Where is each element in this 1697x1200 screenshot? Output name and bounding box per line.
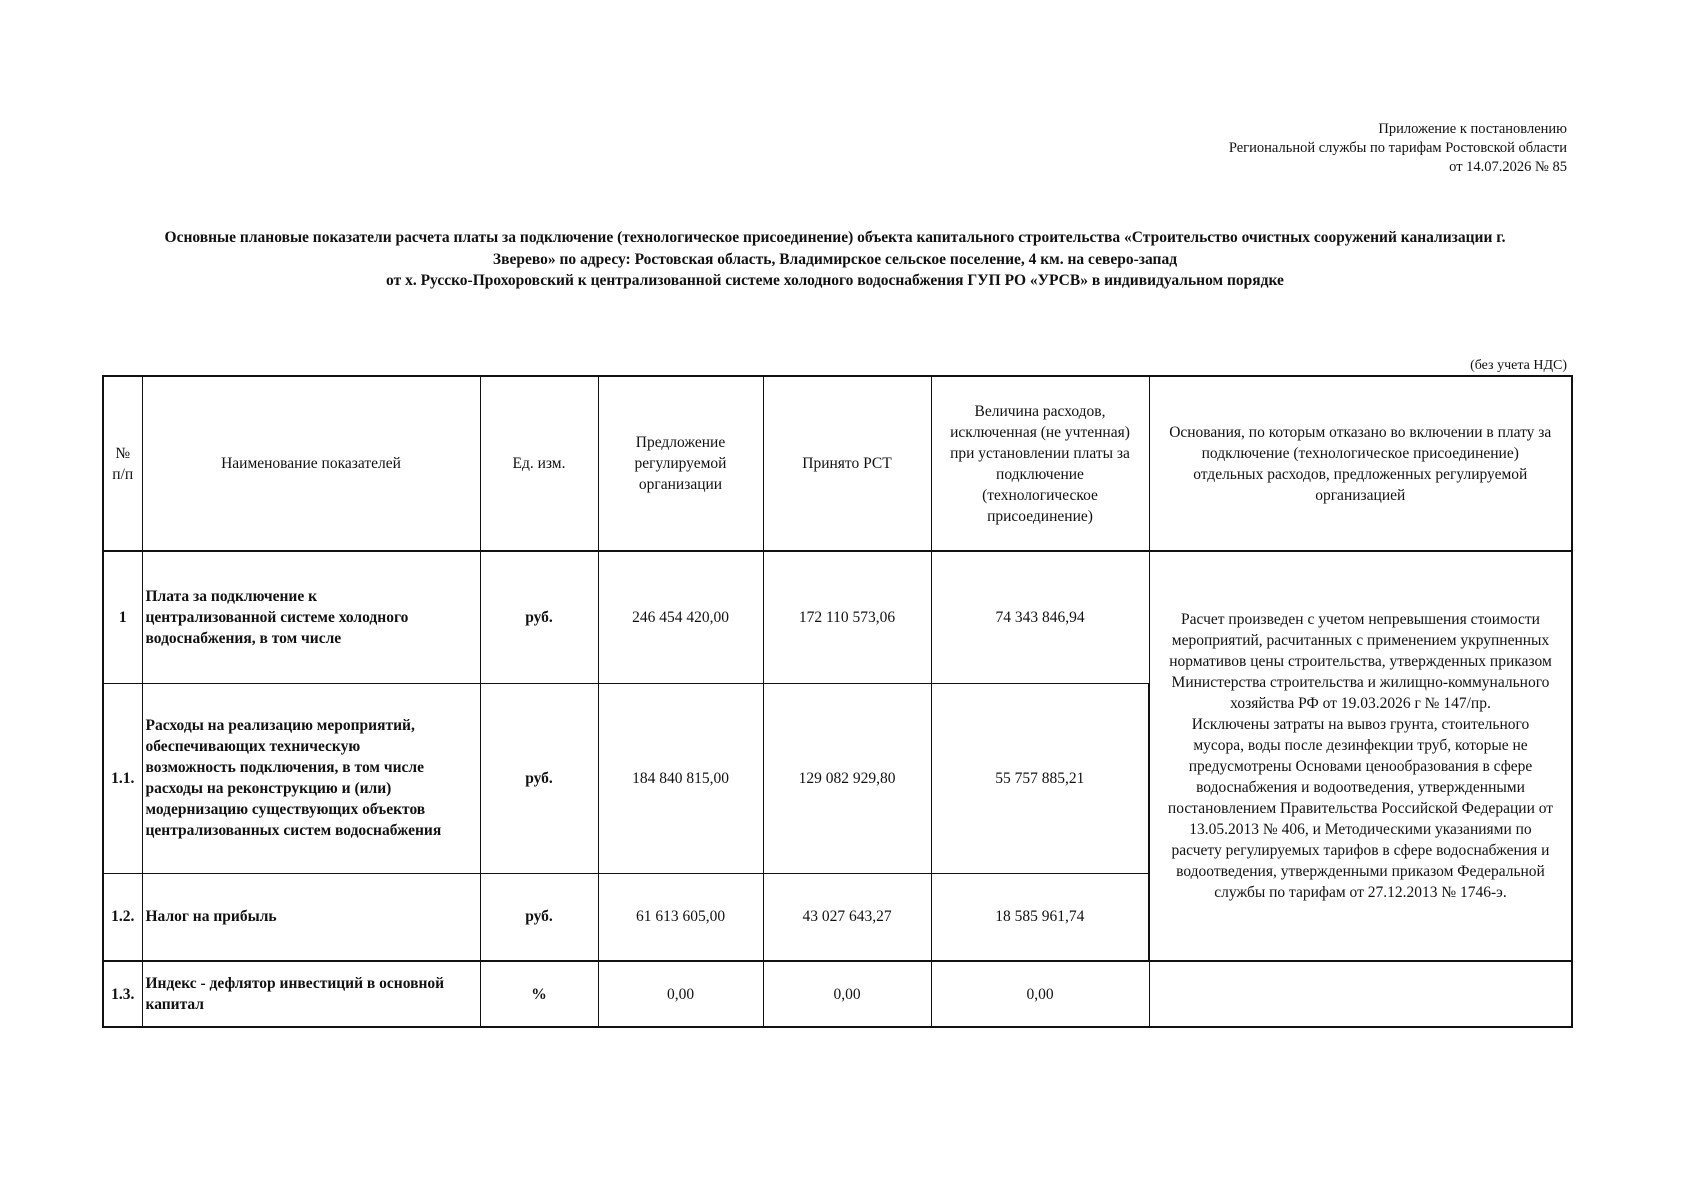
- row-name-line: капитал: [145, 996, 204, 1013]
- reasons-cell: [1149, 551, 1572, 961]
- row-num: 1: [103, 551, 142, 683]
- row-name-line: расходы на реконструкцию и (или): [145, 780, 392, 797]
- row-excluded: 0,00: [931, 961, 1149, 1027]
- row-name-line: водоснабжения, в том числе: [145, 629, 342, 647]
- header-reasons: [1149, 376, 1572, 551]
- row-accepted: 43 027 643,27: [763, 873, 931, 961]
- row-excluded: 74 343 846,94: [931, 551, 1149, 683]
- reason-line: расчету регулируемых тарифов в сфере водоснабжения и: [1171, 842, 1550, 859]
- header-text: Величина расходов,: [974, 402, 1106, 420]
- row-name-line: Плата за подключение к: [145, 587, 318, 605]
- title-line: Основные плановые показатели расчета платы за подключение (технологическое присоединение) объекта капитального строительства «Строительство очистных сооружений канализации г.: [164, 229, 1506, 246]
- reason-line: мусора, воды после дезинфекции труб, которые не: [1193, 737, 1528, 754]
- header-name: Наименование показателей: [142, 376, 480, 551]
- header-text: отдельных расходов, предложенных регулируемой: [1193, 465, 1528, 483]
- reason-line: Министерства строительства и жилищно-коммунального: [1171, 674, 1550, 691]
- row-name-line: Индекс - дефлятор инвестиций в основной: [145, 975, 445, 992]
- row-proposal: 0,00: [598, 961, 763, 1027]
- reason-line: водоотведения, утвержденными приказом Федеральной: [1176, 863, 1545, 880]
- header-text: организацией: [1315, 486, 1406, 504]
- header-text: подключение: [996, 465, 1084, 483]
- header-text: (технологическое: [982, 486, 1098, 504]
- row-accepted: 0,00: [763, 961, 931, 1027]
- row-name-line: Налог на прибыль: [145, 908, 277, 926]
- row-name-line: обеспечивающих техническую: [145, 738, 361, 755]
- header-num: [103, 376, 142, 551]
- header-text: исключенная (не учтенная): [950, 423, 1130, 441]
- table-header-row: [103, 376, 1572, 551]
- title-line: от х. Русско-Прохоровский к централизованной системе холодного водоснабжения ГУП РО «УРСВ» в индивидуальном порядке: [386, 272, 1284, 289]
- header-text: подключение (технологическое присоединение): [1201, 444, 1519, 462]
- row-unit: руб.: [480, 873, 598, 961]
- row-num: 1.2.: [103, 873, 142, 961]
- appendix-header: [1229, 120, 1567, 177]
- row-accepted: 129 082 929,80: [763, 683, 931, 873]
- table-row: [103, 961, 1572, 1027]
- document-title: [102, 227, 1568, 292]
- header-accepted: Принято РСТ: [763, 376, 931, 551]
- header-unit: Ед. изм.: [480, 376, 598, 551]
- row-unit: руб.: [480, 551, 598, 683]
- row-name: [142, 551, 480, 683]
- row-excluded: 18 585 961,74: [931, 873, 1149, 961]
- reason-line: мероприятий, расчитанных с применением укрупненных: [1171, 632, 1550, 649]
- row-num: 1.1.: [103, 683, 142, 873]
- row-proposal: 184 840 815,00: [598, 683, 763, 873]
- table-row: [103, 551, 1572, 683]
- reason-line: службы по тарифам от 27.12.2013 № 1746-э.: [1214, 884, 1507, 901]
- row-unit: %: [480, 961, 598, 1027]
- row-name-line: централизованных систем водоснабжения: [145, 822, 442, 839]
- row-accepted: 172 110 573,06: [763, 551, 931, 683]
- row-name: [142, 961, 480, 1027]
- appendix-line: от 14.07.2026 № 85: [1449, 159, 1567, 175]
- reason-line: Исключены затраты на вывоз грунта, стоительного: [1191, 716, 1530, 733]
- header-text: регулируемой: [634, 455, 727, 472]
- row-excluded: 55 757 885,21: [931, 683, 1149, 873]
- reason-line: Расчет произведен с учетом непревышения стоимости: [1181, 611, 1540, 628]
- reason-line: предусмотрены Основами ценообразования в сфере: [1188, 758, 1533, 775]
- header-proposal: [598, 376, 763, 551]
- appendix-line: Приложение к постановлению: [1378, 121, 1567, 137]
- title-line: Зверево» по адресу: Ростовская область, Владимирское сельское поселение, 4 км. на северо-запад: [492, 250, 1178, 268]
- header-text: организации: [638, 476, 723, 493]
- row-proposal: 246 454 420,00: [598, 551, 763, 683]
- reasons-cell-empty: [1149, 961, 1572, 1027]
- header-text: Предложение: [635, 434, 726, 451]
- vat-note: (без учета НДС): [1470, 358, 1567, 373]
- row-name-line: Расходы на реализацию мероприятий,: [145, 717, 415, 734]
- header-text: №: [115, 444, 131, 462]
- row-name-line: централизованной системе холодного: [145, 608, 409, 626]
- reason-line: хозяйства РФ от 19.03.2026 г № 147/пр.: [1230, 695, 1491, 712]
- row-name: [142, 683, 480, 873]
- row-name: [142, 873, 480, 961]
- appendix-line: Региональной службы по тарифам Ростовской области: [1228, 140, 1567, 156]
- header-text: Основания, по которым отказано во включении в плату за: [1169, 423, 1552, 441]
- reason-line: нормативов цены строительства, утвержденных приказом: [1169, 653, 1552, 670]
- reason-line: 13.05.2013 № 406, и Методическими указаниями по: [1189, 821, 1532, 838]
- header-text: присоединение): [987, 507, 1093, 525]
- row-name-line: модернизацию существующих объектов: [145, 801, 426, 818]
- row-proposal: 61 613 605,00: [598, 873, 763, 961]
- reason-line: водоснабжения и водоотведения, утвержденными: [1196, 779, 1525, 796]
- row-num: 1.3.: [103, 961, 142, 1027]
- row-name-line: возможность подключения, в том числе: [145, 759, 424, 776]
- indicators-table: [102, 375, 1573, 1028]
- header-excluded: [931, 376, 1149, 551]
- header-text: п/п: [112, 465, 134, 483]
- header-text: при установлении платы за: [950, 444, 1130, 462]
- row-unit: руб.: [480, 683, 598, 873]
- reason-line: постановлением Правительства Российской Федерации от: [1167, 800, 1554, 817]
